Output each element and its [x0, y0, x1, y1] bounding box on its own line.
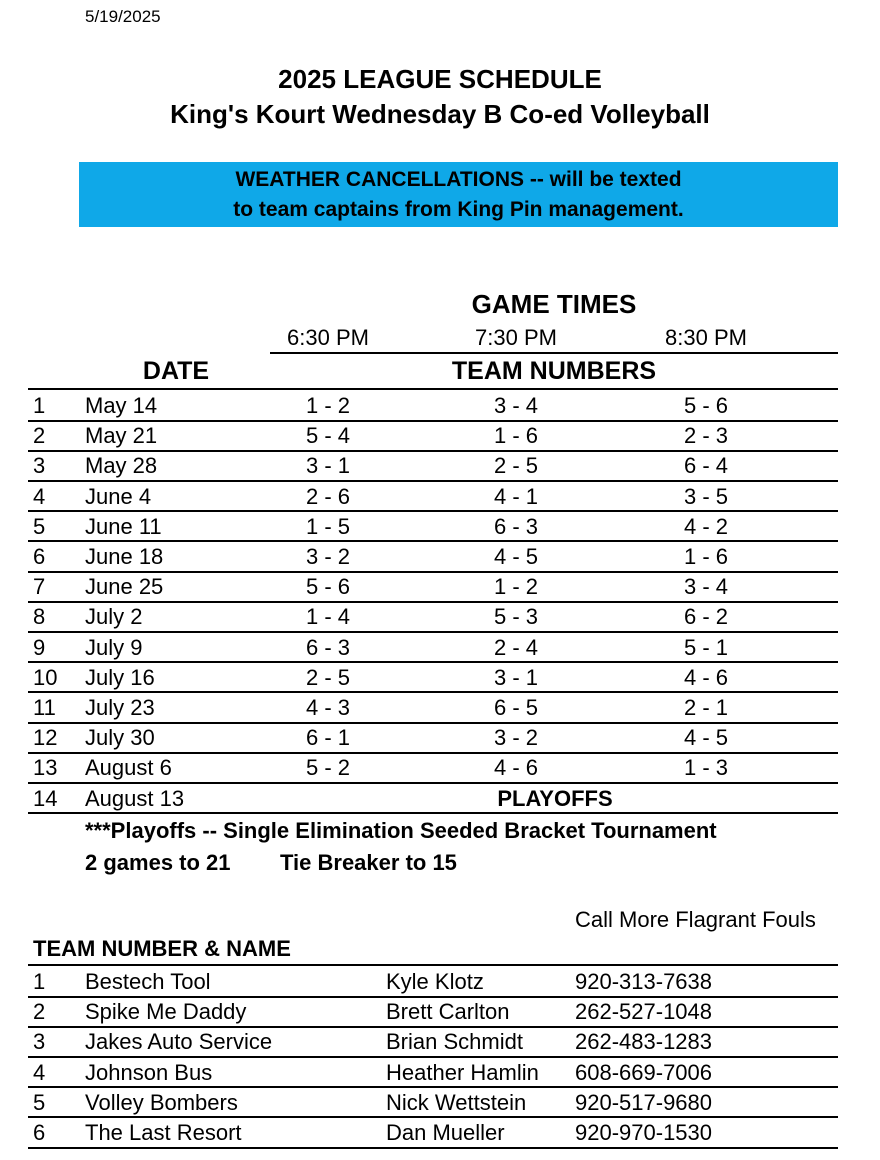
match-630: 3 - 1: [305, 453, 351, 479]
team-name: Jakes Auto Service: [85, 1029, 273, 1055]
match-730: 3 - 2: [493, 725, 539, 751]
team-row: [0, 1088, 880, 1118]
match-730: 2 - 4: [493, 634, 539, 660]
team-numbers-header: TEAM NUMBERS: [451, 357, 657, 385]
schedule-row: [0, 572, 880, 602]
week-date: June 4: [85, 483, 152, 509]
header-divider: [28, 388, 838, 390]
tiebreaker-note: Tie Breaker to 15: [280, 850, 457, 875]
week-date: June 25: [85, 574, 164, 600]
week-date: July 2: [85, 604, 143, 630]
playoffs-note: ***Playoffs -- Single Elimination Seeded Bracket Tournament: [85, 818, 717, 843]
schedule-row: [0, 633, 880, 663]
week-date: July 16: [85, 664, 155, 690]
week-number: 5: [33, 513, 46, 539]
schedule-row: [0, 693, 880, 723]
week-date: May 14: [85, 393, 158, 418]
match-730: 6 - 3: [493, 513, 539, 539]
team-number: 6: [33, 1120, 46, 1145]
match-830: 5 - 6: [683, 393, 729, 418]
match-630: 1 - 2: [305, 393, 351, 418]
week-date: May 21: [85, 423, 158, 449]
team-number: 2: [33, 999, 46, 1025]
match-630: 2 - 5: [305, 664, 351, 690]
match-630: 1 - 4: [305, 604, 351, 630]
match-630: 3 - 2: [305, 544, 351, 569]
match-730: 3 - 4: [493, 393, 539, 418]
match-630: 6 - 3: [305, 634, 351, 660]
time-slot-1: 6:30 PM: [287, 325, 369, 350]
playoffs-label: PLAYOFFS: [497, 785, 613, 811]
week-date: June 11: [85, 513, 162, 539]
week-number: 12: [33, 725, 58, 751]
schedule-row: [0, 482, 880, 512]
match-630: 5 - 2: [305, 755, 351, 781]
date-header: DATE: [142, 357, 210, 385]
match-630: 4 - 3: [305, 695, 351, 720]
team-captain: Heather Hamlin: [386, 1059, 539, 1085]
match-730: 1 - 2: [493, 574, 539, 600]
match-730: 5 - 3: [493, 604, 539, 630]
call-more-note: Call More Flagrant Fouls: [575, 907, 816, 932]
team-captain: Kyle Klotz: [386, 969, 484, 994]
match-830: 2 - 3: [683, 423, 729, 449]
match-630: 5 - 6: [305, 574, 351, 600]
team-row: [0, 1058, 880, 1088]
print-date: 5/19/2025: [85, 7, 161, 26]
team-phone: 608-669-7006: [575, 1059, 713, 1085]
schedule-row: [0, 753, 880, 783]
week-date: August 6: [85, 755, 172, 781]
match-830: 1 - 6: [683, 544, 729, 569]
team-captain: Brian Schmidt: [386, 1029, 523, 1055]
team-phone: 920-517-9680: [575, 1089, 713, 1115]
weather-banner-line1: WEATHER CANCELLATIONS -- will be texted: [235, 168, 682, 191]
schedule-row: [0, 542, 880, 572]
team-name: The Last Resort: [85, 1120, 242, 1145]
match-630: 5 - 4: [305, 423, 351, 449]
teams-header-divider: [28, 964, 838, 966]
team-name: Johnson Bus: [85, 1059, 213, 1085]
team-name: Volley Bombers: [85, 1089, 238, 1115]
week-date: May 28: [85, 453, 158, 479]
team-number: 1: [33, 969, 46, 994]
match-830: 3 - 4: [683, 574, 729, 600]
team-captain: Nick Wettstein: [386, 1089, 527, 1115]
team-captain: Dan Mueller: [386, 1120, 505, 1145]
match-730: 4 - 5: [493, 544, 539, 569]
week-number: 9: [33, 634, 46, 660]
match-830: 1 - 3: [683, 755, 729, 781]
game-times-label: GAME TIMES: [471, 289, 637, 319]
week-number: 13: [33, 755, 58, 781]
team-number: 3: [33, 1029, 46, 1055]
team-number: 4: [33, 1059, 46, 1085]
team-number: 5: [33, 1089, 46, 1115]
match-830: 6 - 2: [683, 604, 729, 630]
time-slot-2: 7:30 PM: [475, 325, 557, 350]
match-730: 6 - 5: [493, 695, 539, 720]
schedule-row: [0, 602, 880, 632]
week-number: 11: [33, 695, 56, 720]
match-730: 4 - 6: [493, 755, 539, 781]
week-date: August 13: [85, 785, 185, 811]
team-phone: 920-313-7638: [575, 969, 713, 994]
match-730: 2 - 5: [493, 453, 539, 479]
week-number: 10: [33, 664, 58, 690]
team-row: [0, 1027, 880, 1057]
team-phone: 262-483-1283: [575, 1029, 713, 1055]
row-divider: [28, 1147, 838, 1149]
match-830: 4 - 5: [683, 725, 729, 751]
week-number: 7: [33, 574, 46, 600]
weather-banner: [79, 162, 838, 227]
week-number: 3: [33, 453, 46, 479]
match-730: 1 - 6: [493, 423, 539, 449]
match-630: 1 - 5: [305, 513, 351, 539]
week-date: July 23: [85, 695, 155, 720]
match-830: 4 - 6: [683, 664, 729, 690]
team-row: [0, 967, 880, 997]
week-number: 14: [33, 785, 58, 811]
match-630: 6 - 1: [305, 725, 351, 751]
week-number: 1: [33, 393, 46, 418]
week-date: June 18: [85, 544, 164, 569]
team-name: Bestech Tool: [85, 969, 211, 994]
weather-banner-line2: to team captains from King Pin management.: [233, 198, 684, 221]
page-subtitle: King's Kourt Wednesday B Co-ed Volleyball: [170, 99, 710, 129]
team-name: Spike Me Daddy: [85, 999, 247, 1025]
match-630: 2 - 6: [305, 483, 351, 509]
team-captain: Brett Carlton: [386, 999, 510, 1025]
time-slot-3: 8:30 PM: [665, 325, 747, 350]
games-note: 2 games to 21: [85, 850, 231, 875]
schedule-row: [0, 421, 880, 451]
week-number: 8: [33, 604, 46, 630]
match-730: 3 - 1: [493, 664, 539, 690]
week-date: July 9: [85, 634, 143, 660]
playoff-row: [0, 784, 880, 814]
week-number: 2: [33, 423, 46, 449]
schedule-row: [0, 391, 880, 421]
week-number: 6: [33, 544, 46, 569]
row-divider: [28, 812, 838, 814]
page-title: 2025 LEAGUE SCHEDULE: [278, 64, 602, 94]
schedule-row: [0, 451, 880, 481]
match-830: 2 - 1: [683, 695, 729, 720]
times-divider: [270, 352, 838, 354]
match-830: 5 - 1: [683, 634, 729, 660]
schedule-row: [0, 663, 880, 693]
teams-header: TEAM NUMBER & NAME: [33, 936, 291, 961]
schedule-row: [0, 723, 880, 753]
week-number: 4: [33, 483, 46, 509]
team-phone: 920-970-1530: [575, 1120, 713, 1145]
week-date: July 30: [85, 725, 155, 751]
team-row: [0, 1118, 880, 1148]
match-830: 3 - 5: [683, 483, 729, 509]
team-phone: 262-527-1048: [575, 999, 713, 1025]
match-830: 4 - 2: [683, 513, 729, 539]
team-row: [0, 997, 880, 1027]
match-830: 6 - 4: [683, 453, 729, 479]
match-730: 4 - 1: [493, 483, 539, 509]
schedule-row: [0, 512, 880, 542]
